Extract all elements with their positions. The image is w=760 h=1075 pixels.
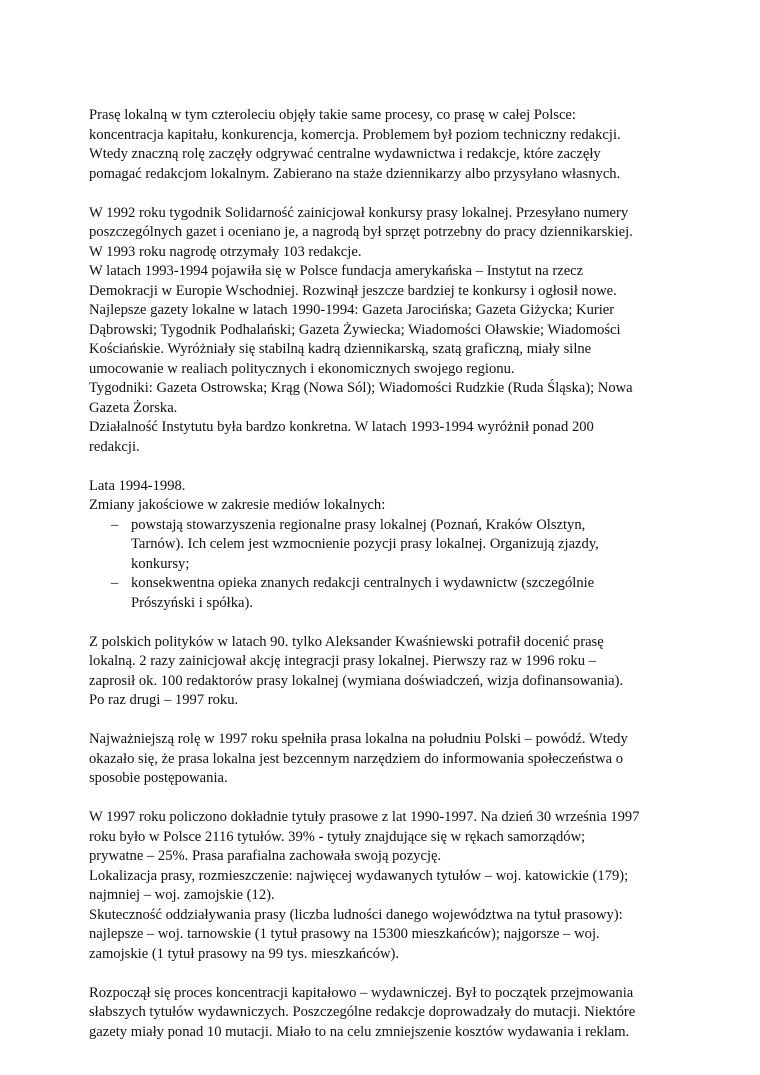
text-line: najlepsze – woj. tarnowskie (1 tytuł prasowy na 15300 mieszkańców); najgorsze – woj. bbox=[89, 926, 600, 942]
text-line: Zmiany jakościowe w zakresie mediów lokalnych: bbox=[89, 497, 386, 513]
list-item bbox=[111, 516, 669, 575]
text-line: prywatne – 25%. Prasa parafialna zachowała swoją pozycję. bbox=[89, 848, 442, 864]
blank-line bbox=[89, 184, 669, 204]
text-line: W 1992 roku tygodnik Solidarność zainicjował konkursy prasy lokalnej. Przesyłano numery bbox=[89, 204, 629, 221]
text-line: Dąbrowski; Tygodnik Podhalański; Gazeta Żywiecka; Wiadomości Oławskie; Wiadomości bbox=[89, 321, 621, 338]
text-line: Lokalizacja prasy, rozmieszczenie: najwięcej wydawanych tytułów – woj. katowickie (179); bbox=[89, 867, 629, 884]
text-line: Działalność Instytutu była bardzo konkretna. W latach 1993-1994 wyróżnił ponad 200 bbox=[89, 419, 594, 435]
text-line: poszczególnych gazet i oceniano je, a nagrodą był sprzęt potrzebny do pracy dziennikarskiej. bbox=[89, 224, 633, 240]
dash-bullet-icon: – bbox=[111, 575, 119, 591]
blank-line bbox=[89, 789, 669, 809]
text-line: umocowanie w realiach politycznych i ekonomicznych swojego regionu. bbox=[89, 360, 515, 377]
paragraph-contests bbox=[89, 204, 669, 458]
text-line: sposobie postępowania. bbox=[89, 770, 228, 786]
paragraph-kwasniewski bbox=[89, 633, 669, 711]
text-line: Prószyński i spółka). bbox=[131, 594, 254, 611]
text-line: Tygodniki: Gazeta Ostrowska; Krąg (Nowa Sól); Wiadomości Rudzkie (Ruda Śląska); Nowa bbox=[89, 380, 633, 396]
text-line: Po raz drugi – 1997 roku. bbox=[89, 692, 239, 708]
text-line: Rozpoczął się proces koncentracji kapitałowo – wydawniczej. Był to początek przejmowania bbox=[89, 984, 634, 1001]
text-line: W latach 1993-1994 pojawiła się w Polsce fundacja amerykańska – Instytut na rzecz bbox=[89, 263, 584, 279]
text-line: koncentracja kapitału, konkurencja, komercja. Problemem był poziom techniczny redakcji. bbox=[89, 126, 621, 143]
paragraph-concentration bbox=[89, 984, 669, 1043]
text-line: Gazeta Żorska. bbox=[89, 399, 178, 416]
text-line: Kościańskie. Wyróżniały się stabilną kadrą dziennikarską, szatą graficzną, miały silne bbox=[89, 341, 592, 357]
text-line: redakcji. bbox=[89, 438, 140, 455]
text-line: W 1993 roku nagrodę otrzymały 103 redakcje. bbox=[89, 243, 362, 260]
dash-bullet-icon: – bbox=[111, 516, 119, 533]
text-line: Wtedy znaczną rolę zaczęły odgrywać centralne wydawnictwa i redakcje, które zaczęły bbox=[89, 146, 601, 162]
text-line: zaprosił ok. 100 redaktorów prasy lokalnej (wymiana doświadczeń, wizja dofinansowania). bbox=[89, 672, 624, 689]
text-line: najmniej – woj. zamojskie (12). bbox=[89, 887, 275, 903]
paragraph-intro bbox=[89, 106, 669, 184]
text-line: zamojskie (1 tytuł prasowy na 99 tys. mieszkańców). bbox=[89, 945, 400, 962]
blank-line bbox=[89, 457, 669, 477]
text-line: Najważniejszą rolę w 1997 roku spełniła prasa lokalna na południu Polski – powódź. Wtedy bbox=[89, 731, 628, 747]
text-line: konsekwentna opieka znanych redakcji centralnych i wydawnictw (szczególnie bbox=[131, 575, 595, 591]
paragraph-years-1994-1998 bbox=[89, 477, 669, 516]
text-line: gazety miały ponad 10 mutacji. Miało to na celu zmniejszenie kosztów wydawania i reklam. bbox=[89, 1023, 630, 1040]
text-line: Tarnów). Ich celem jest wzmocnienie pozycji prasy lokalnej. Organizują zjazdy, bbox=[131, 536, 599, 552]
text-line: słabszych tytułów wydawniczych. Poszczególne redakcje doprowadzały do mutacji. Niektóre bbox=[89, 1004, 636, 1020]
text-line: W 1997 roku policzono dokładnie tytuły prasowe z lat 1990-1997. Na dzień 30 września 1997 bbox=[89, 809, 640, 825]
list-item bbox=[111, 574, 669, 613]
text-line: powstają stowarzyszenia regionalne prasy lokalnej (Poznań, Kraków Olsztyn, bbox=[131, 516, 586, 533]
document-page bbox=[89, 106, 669, 1042]
paragraph-flood bbox=[89, 730, 669, 789]
text-line: Demokracji w Europie Wschodniej. Rozwinął jeszcze bardziej te konkursy i ogłosił nowe. bbox=[89, 282, 617, 299]
text-line: lokalną. 2 razy zainicjował akcję integracji prasy lokalnej. Pierwszy raz w 1996 roku – bbox=[89, 653, 596, 669]
text-line: Skuteczność oddziaływania prasy (liczba ludności danego województwa na tytuł prasowy): bbox=[89, 906, 623, 923]
text-line: roku było w Polsce 2116 tytułów. 39% - tytuły znajdujące się w rękach samorządów; bbox=[89, 828, 586, 845]
text-line: Prasę lokalną w tym czteroleciu objęły takie same procesy, co prasę w całej Polsce: bbox=[89, 107, 576, 123]
paragraph-statistics bbox=[89, 808, 669, 964]
text-line: Najlepsze gazety lokalne w latach 1990-1994: Gazeta Jarocińska; Gazeta Giżycka; Kurier bbox=[89, 302, 615, 318]
blank-line bbox=[89, 964, 669, 984]
text-line: okazało się, że prasa lokalna jest bezcennym narzędziem do informowania społeczeństwa o bbox=[89, 750, 624, 767]
text-line: pomagać redakcjom lokalnym. Zabierano na staże dziennikarzy albo przysyłano własnych. bbox=[89, 165, 621, 182]
blank-line bbox=[89, 613, 669, 633]
text-line: konkursy; bbox=[131, 555, 190, 572]
blank-line bbox=[89, 711, 669, 731]
text-line: Z polskich polityków w latach 90. tylko Aleksander Kwaśniewski potrafił docenić prasę bbox=[89, 633, 604, 650]
section-heading: Lata 1994-1998. bbox=[89, 477, 186, 494]
